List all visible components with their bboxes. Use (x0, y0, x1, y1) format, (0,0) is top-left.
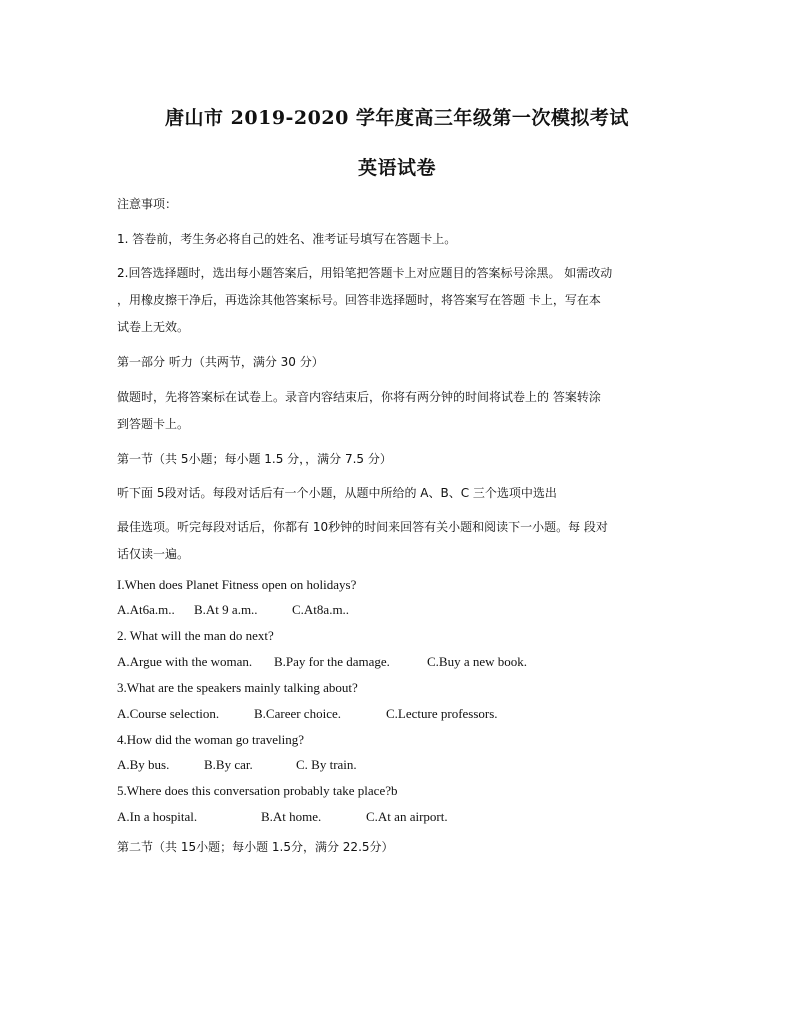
question-3-option-b: B.Career choice. (254, 706, 341, 721)
section1-instruction-line-2: 最佳选项。听完每段对话后，你都有 10秒钟的时间来回答有关小题和阅读下一小题。每 段对 (117, 520, 608, 534)
part1-instruction-line-1: 做题时，先将答案标在试卷上。录音内容结束后，你将有两分钟的时间将试卷上的 答案转涂 (117, 390, 601, 404)
question-3-text: 3.What are the speakers mainly talking about? (117, 680, 358, 695)
question-5-option-c: C.At an airport. (366, 809, 448, 824)
notes-item-2-line-2: ，用橡皮擦干净后，再选涂其他答案标号。回答非选择题时，将答案写在答题 卡上，写在本 (117, 293, 601, 307)
notes-item-2-line-3: 试卷上无效。 (117, 320, 190, 334)
question-2-option-a: A.Argue with the woman. (117, 654, 253, 669)
section1-heading: 第一节（共 5小题；每小题 1.5 分，，满分 7.5 分） (117, 452, 392, 466)
question-1-option-b: B.At 9 a.m.. (194, 602, 258, 617)
question-4-option-c: C. By train. (296, 757, 357, 772)
question-5-option-a: A.In a hospital. (117, 809, 198, 824)
exam-subtitle: 英语试卷 (357, 157, 436, 179)
section1-instruction-line-3: 话仅读一遍。 (117, 547, 190, 561)
question-5-option-b: B.At home. (261, 809, 322, 824)
question-4-option-b: B.By car. (204, 757, 253, 772)
question-3-option-a: A.Course selection. (117, 706, 220, 721)
question-1-option-c: C.At8a.m.. (292, 602, 350, 617)
notes-item-1: 1. 答卷前，考生务必将自己的姓名、准考证号填写在答题卡上。 (117, 232, 457, 246)
exam-title: 唐山市 2019-2020 学年度高三年级第一次模拟考试 (165, 107, 629, 129)
question-4-text: 4.How did the woman go traveling? (117, 732, 305, 747)
part1-heading: 第一部分 听力（共两节，满分 30 分） (117, 355, 324, 369)
question-5-text: 5.Where does this conversation probably take place?b (117, 783, 398, 798)
notes-item-2-line-1: 2.回答选择题时，选出每小题答案后，用铅笔把答题卡上对应题目的答案标号涂黑。 如需改动 (117, 266, 613, 280)
question-2-option-c: C.Buy a new book. (427, 654, 528, 669)
question-2-option-b: B.Pay for the damage. (274, 654, 390, 669)
notes-heading: 注意事项： (117, 197, 178, 211)
question-1-text: I.When does Planet Fitness open on holidays? (117, 577, 357, 592)
question-4-option-a: A.By bus. (117, 757, 170, 772)
part1-instruction-line-2: 到答题卡上。 (117, 417, 190, 431)
section1-instruction-line-1: 听下面 5段对话。每段对话后有一个小题，从题中所给的 A、B、C 三个选项中选出 (117, 486, 557, 500)
section2-heading: 第二节（共 15小题；每小题 1.5分，满分 22.5分） (117, 840, 394, 854)
question-1-option-a: A.At6a.m.. (117, 602, 175, 617)
question-2-text: 2. What will the man do next? (117, 628, 274, 643)
question-3-option-c: C.Lecture professors. (386, 706, 498, 721)
